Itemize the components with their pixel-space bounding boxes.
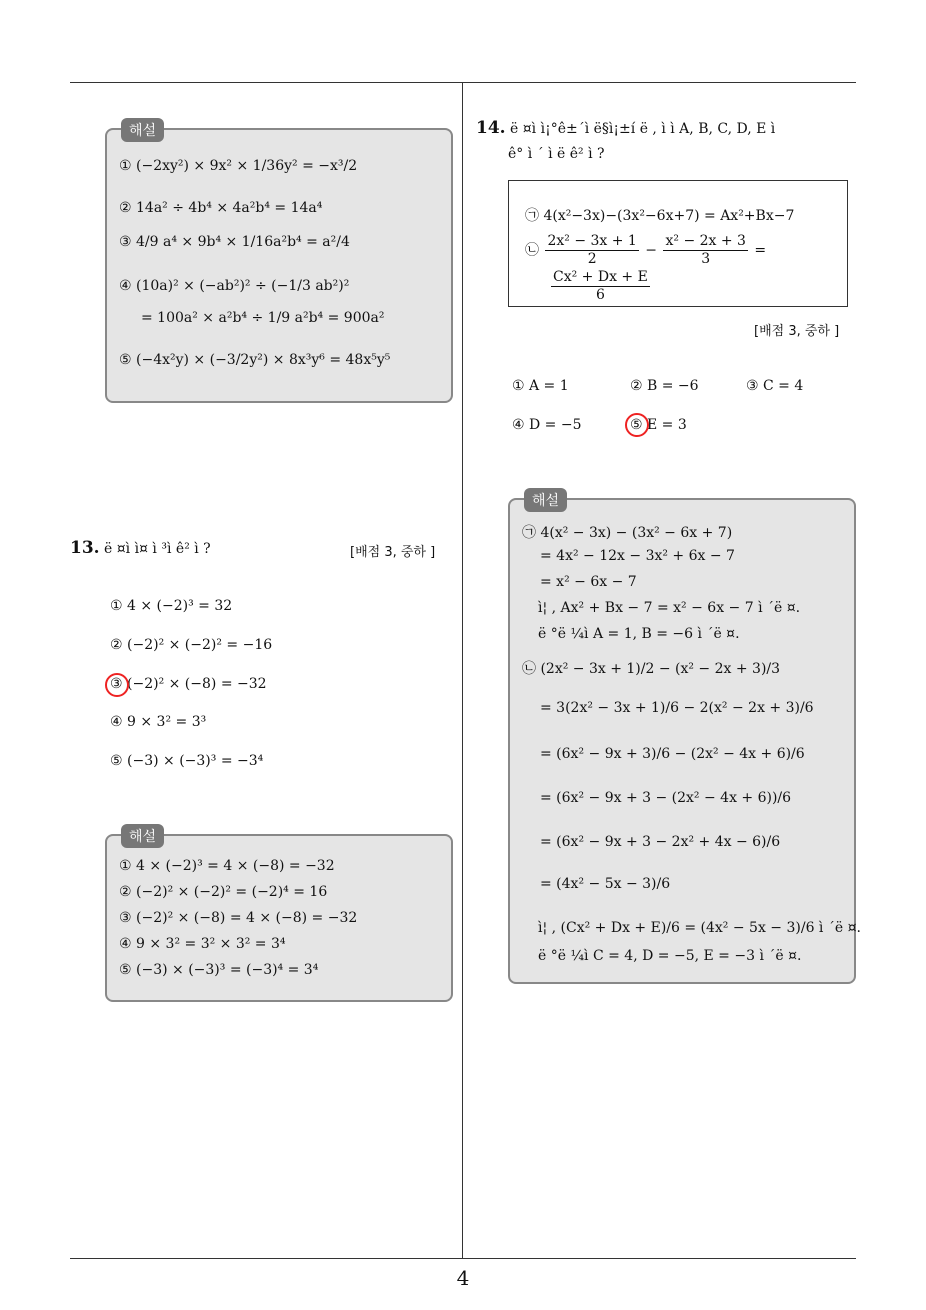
q14-header	[476, 118, 775, 138]
q14-solution-line: ì¦ , (Cx² + Dx + E)/6 = (4x² − 5x − 3)/6 ì ´ë ¤.	[538, 920, 861, 936]
column-divider	[462, 82, 463, 1258]
q12-solution-line: ⑤ (−4x²y) × (−3/2y²) × 8x³y⁶ = 48x⁵y⁵	[119, 352, 391, 368]
q14-solution-line: = x² − 6x − 7	[540, 574, 637, 590]
q14-prompt-line2: ê° ì ´ ì ë ê² ì ?	[508, 146, 605, 162]
q13-score: [배점 3, 중하 ]	[350, 545, 436, 560]
q13-choice[interactable]: ② (−2)² × (−2)² = −16	[110, 637, 273, 653]
q13-header	[70, 538, 211, 558]
q14-solution-line: = (6x² − 9x + 3)/6 − (2x² − 4x + 6)/6	[540, 746, 805, 762]
q13-solution-line: ④ 9 × 3² = 3² × 3² = 3⁴	[119, 936, 286, 952]
q14-answer-mark	[625, 413, 649, 437]
q13-solution-line: ⑤ (−3) × (−3)³ = (−3)⁴ = 3⁴	[119, 962, 319, 978]
top-rule	[70, 82, 856, 83]
q14-condition-b: ㉡ $\frac{\text{2x² − 3x + 1}}{2}$ − $\frac{\text{x² − 2x + 3}}{3}$ =	[525, 233, 767, 267]
q14-solution-line: = 4x² − 12x − 3x² + 6x − 7	[540, 548, 735, 564]
q13-solution-line: ③ (−2)² × (−8) = 4 × (−8) = −32	[119, 910, 358, 926]
q14-solution-line: ì¦ , Ax² + Bx − 7 = x² − 6x − 7 ì ´ë ¤.	[538, 600, 801, 616]
solution-tag: 해설	[524, 488, 567, 512]
q13-solution-box	[105, 829, 453, 1002]
q13-choice[interactable]: ③ (−2)² × (−8) = −32	[110, 676, 267, 692]
q14-solution-line: ë °ë ¼ì A = 1, B = −6 ì ´ë ¤.	[538, 626, 740, 642]
q14-choice[interactable]: ④ D = −5	[512, 417, 582, 433]
solution-tag: 해설	[121, 118, 164, 142]
q14-solution-box	[508, 493, 861, 984]
q12-solution-line: ③ 4/9 a⁴ × 9b⁴ × 1/16a²b⁴ = a²/4	[119, 234, 350, 250]
q14-condition-a: ㉠ 4(x²−3x)−(3x²−6x+7) = Ax²+Bx−7	[525, 208, 795, 224]
q14-choice[interactable]: ③ C = 4	[746, 378, 804, 394]
page-number: 4	[456, 1266, 470, 1290]
q13-choice[interactable]: ① 4 × (−2)³ = 32	[110, 598, 233, 614]
q14-solution-line: = (6x² − 9x + 3 − 2x² + 4x − 6)/6	[540, 834, 781, 850]
q14-condition-b-label: ㉡	[525, 242, 539, 259]
q14-number: 14.	[476, 118, 506, 138]
q13-solution-line: ② (−2)² × (−2)² = (−2)⁴ = 16	[119, 884, 328, 900]
q13-number: 13.	[70, 538, 100, 558]
q13-solution-line: ① 4 × (−2)³ = 4 × (−8) = −32	[119, 858, 335, 874]
q14-choice[interactable]: ② B = −6	[630, 378, 699, 394]
q13-prompt: ë ¤ì ì¤ ì ³ì ê² ì ?	[104, 541, 211, 557]
q14-solution-line: = (6x² − 9x + 3 − (2x² − 4x + 6))/6	[540, 790, 792, 806]
q14-condition-box	[508, 180, 848, 307]
q14-condition-b-frac1: $\frac{\text{2x² − 3x + 1}}{2}$	[547, 233, 637, 267]
q14-condition-b-frac2: $\frac{\text{x² − 2x + 3}}{3}$	[665, 233, 746, 267]
q14-solution-line: ㉠ 4(x² − 3x) − (3x² − 6x + 7)	[522, 525, 733, 541]
solution-tag: 해설	[121, 824, 164, 848]
q13-answer-mark	[105, 673, 129, 697]
q12-solution-line: ④ (10a)² × (−ab²)² ÷ (−1/3 ab²)²	[119, 278, 350, 294]
q12-solution-line: ① (−2xy²) × 9x² × 1/36y² = −x³/2	[119, 158, 358, 174]
q12-solution-box	[105, 123, 453, 403]
bottom-rule	[70, 1258, 856, 1259]
q14-condition-b-rhs: $\frac{\text{Cx² + Dx + E}}{6}$	[553, 269, 648, 303]
q14-score: [배점 3, 중하 ]	[754, 324, 840, 339]
q14-solution-line: ë °ë ¼ì C = 4, D = −5, E = −3 ì ´ë ¤.	[538, 948, 802, 964]
q14-solution-line: ㉡ (2x² − 3x + 1)/2 − (x² − 2x + 3)/3	[522, 661, 781, 677]
q14-choice[interactable]: ⑤ E = 3	[630, 417, 687, 433]
q12-solution-line: ② 14a² ÷ 4b⁴ × 4a²b⁴ = 14a⁴	[119, 200, 323, 216]
q14-solution-line: = (4x² − 5x − 3)/6	[540, 876, 671, 892]
q14-prompt-line1: ë ¤ì ì¡°ê±´ì ë§ì¡±í ë , ì ì A, B, C, D, E ì	[510, 121, 776, 137]
q12-solution-line: = 100a² × a²b⁴ ÷ 1/9 a²b⁴ = 900a²	[141, 310, 385, 326]
q14-solution-line: = 3(2x² − 3x + 1)/6 − 2(x² − 2x + 3)/6	[540, 700, 814, 716]
q14-choice[interactable]: ① A = 1	[512, 378, 569, 394]
q13-choice[interactable]: ④ 9 × 3² = 3³	[110, 714, 207, 730]
q13-choice[interactable]: ⑤ (−3) × (−3)³ = −3⁴	[110, 753, 264, 769]
